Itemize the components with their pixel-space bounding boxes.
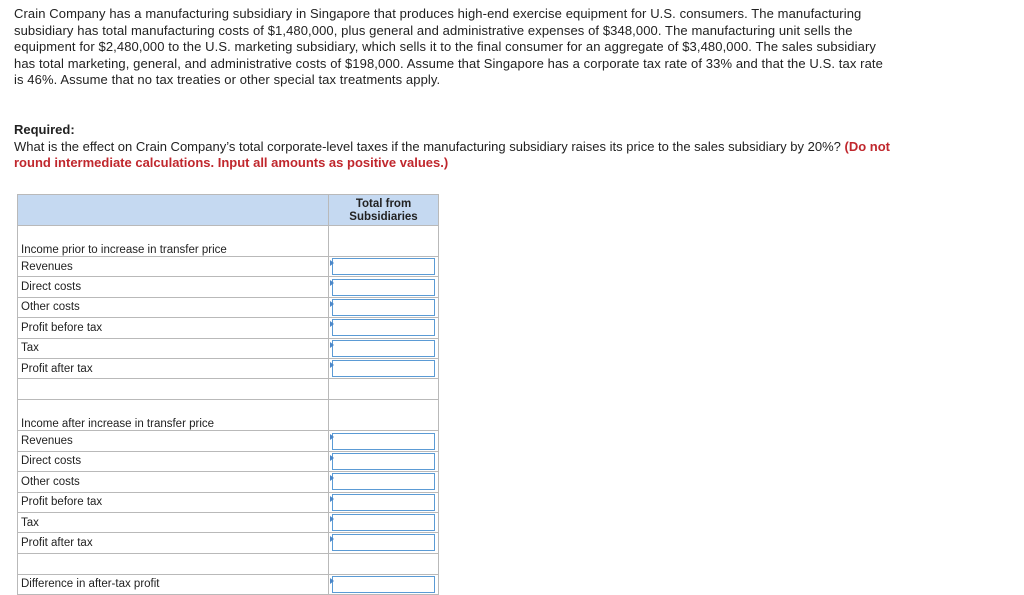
- input-cell: [329, 574, 439, 594]
- section-title-before: Income prior to increase in transfer price: [18, 226, 329, 257]
- input-flag-icon: [330, 516, 334, 522]
- table-row: [18, 338, 439, 358]
- input-flag-icon: [330, 475, 334, 481]
- section-title-value-blank: [329, 400, 439, 431]
- table-row: [18, 257, 439, 277]
- row-label-direct-costs-after: Direct costs: [18, 451, 329, 471]
- row-label-tax-before: Tax: [18, 338, 329, 358]
- input-flag-icon: [330, 342, 334, 348]
- row-label-revenues-before: Revenues: [18, 257, 329, 277]
- revenues-before-input[interactable]: [332, 258, 435, 275]
- input-flag-icon: [330, 455, 334, 461]
- row-label-revenues-after: Revenues: [18, 431, 329, 451]
- answer-table-container: [17, 194, 439, 595]
- table-row: [18, 277, 439, 297]
- table-row: [18, 574, 439, 594]
- input-cell: [329, 533, 439, 553]
- table-row: [18, 358, 439, 378]
- row-label-other-costs-before: Other costs: [18, 297, 329, 317]
- row-label-difference: Difference in after-tax profit: [18, 574, 329, 594]
- table-row: [18, 492, 439, 512]
- profit-after-tax-before-input[interactable]: [332, 360, 435, 377]
- instruction-text: (Do not round intermediate calculations. Input all amounts as positive values.): [14, 138, 890, 170]
- row-label-profit-after-tax-before: Profit after tax: [18, 358, 329, 378]
- table-row: [18, 533, 439, 553]
- input-flag-icon: [330, 280, 334, 286]
- input-cell: [329, 492, 439, 512]
- row-label-profit-after-tax-after: Profit after tax: [18, 533, 329, 553]
- row-label-other-costs-after: Other costs: [18, 472, 329, 492]
- row-label-direct-costs-before: Direct costs: [18, 277, 329, 297]
- spacer-cell: [18, 553, 329, 574]
- direct-costs-before-input[interactable]: [332, 279, 435, 296]
- tax-after-input[interactable]: [332, 514, 435, 531]
- table-row: [18, 512, 439, 532]
- spacer-row: [18, 553, 439, 574]
- table-row: [18, 451, 439, 471]
- section-title-row-before: [18, 226, 439, 257]
- row-label-tax-after: Tax: [18, 512, 329, 532]
- input-cell: [329, 472, 439, 492]
- table-row: [18, 318, 439, 338]
- input-cell: [329, 512, 439, 532]
- header-blank-cell: [18, 195, 329, 226]
- input-flag-icon: [330, 321, 334, 327]
- table-row: [18, 431, 439, 451]
- profit-after-tax-after-input[interactable]: [332, 534, 435, 551]
- input-flag-icon: [330, 536, 334, 542]
- column-header-total: Total from Subsidiaries: [329, 195, 439, 226]
- spacer-row: [18, 379, 439, 400]
- input-flag-icon: [330, 301, 334, 307]
- question-text: What is the effect on Crain Company’s total corporate-level taxes if the manufacturing subsidiary raises its price to the sales subsidiary by 20%?: [14, 138, 841, 154]
- input-flag-icon: [330, 434, 334, 440]
- tax-before-input[interactable]: [332, 340, 435, 357]
- other-costs-after-input[interactable]: [332, 473, 435, 490]
- table-row: [18, 297, 439, 317]
- input-cell: [329, 451, 439, 471]
- input-flag-icon: [330, 260, 334, 266]
- revenues-after-input[interactable]: [332, 433, 435, 450]
- input-cell: [329, 431, 439, 451]
- input-cell: [329, 318, 439, 338]
- profit-before-tax-before-input[interactable]: [332, 319, 435, 336]
- required-label: Required:: [14, 122, 75, 137]
- input-flag-icon: [330, 496, 334, 502]
- profit-before-tax-after-input[interactable]: [332, 494, 435, 511]
- input-cell: [329, 297, 439, 317]
- input-flag-icon: [330, 362, 334, 368]
- answer-table: [17, 194, 439, 595]
- section-title-value-blank: [329, 226, 439, 257]
- difference-input[interactable]: [332, 576, 435, 593]
- input-cell: [329, 338, 439, 358]
- input-cell: [329, 358, 439, 378]
- required-question: [14, 139, 904, 172]
- input-cell: [329, 277, 439, 297]
- section-title-row-after: [18, 400, 439, 431]
- row-label-profit-before-tax-after: Profit before tax: [18, 492, 329, 512]
- other-costs-before-input[interactable]: [332, 299, 435, 316]
- spacer-cell: [329, 553, 439, 574]
- input-cell: [329, 257, 439, 277]
- row-label-profit-before-tax-before: Profit before tax: [18, 318, 329, 338]
- required-section: [14, 122, 904, 172]
- table-row: [18, 472, 439, 492]
- table-header-row: [18, 195, 439, 226]
- problem-statement: Crain Company has a manufacturing subsidiary in Singapore that produces high-end exercise equipment for U.S. consumers. The manufacturing subsidiary has total manufacturing costs of $1,480,000, plus general and administrative expenses of $348,000. The manufacturing unit sells the equipment for $2,480,000 to the U.S. marketing subsidiary, which sells it to the final consumer for an aggregate of $3,480,000. The sales subsidiary has total marketing, general, and administrative costs of $198,000. Assume that Singapore has a corporate tax rate of 33% and that the U.S. tax rate is 46%. Assume that no tax treaties or other special tax treatments apply.: [14, 6, 883, 87]
- spacer-cell: [329, 379, 439, 400]
- input-flag-icon: [330, 578, 334, 584]
- direct-costs-after-input[interactable]: [332, 453, 435, 470]
- spacer-cell: [18, 379, 329, 400]
- section-title-after: Income after increase in transfer price: [18, 400, 329, 431]
